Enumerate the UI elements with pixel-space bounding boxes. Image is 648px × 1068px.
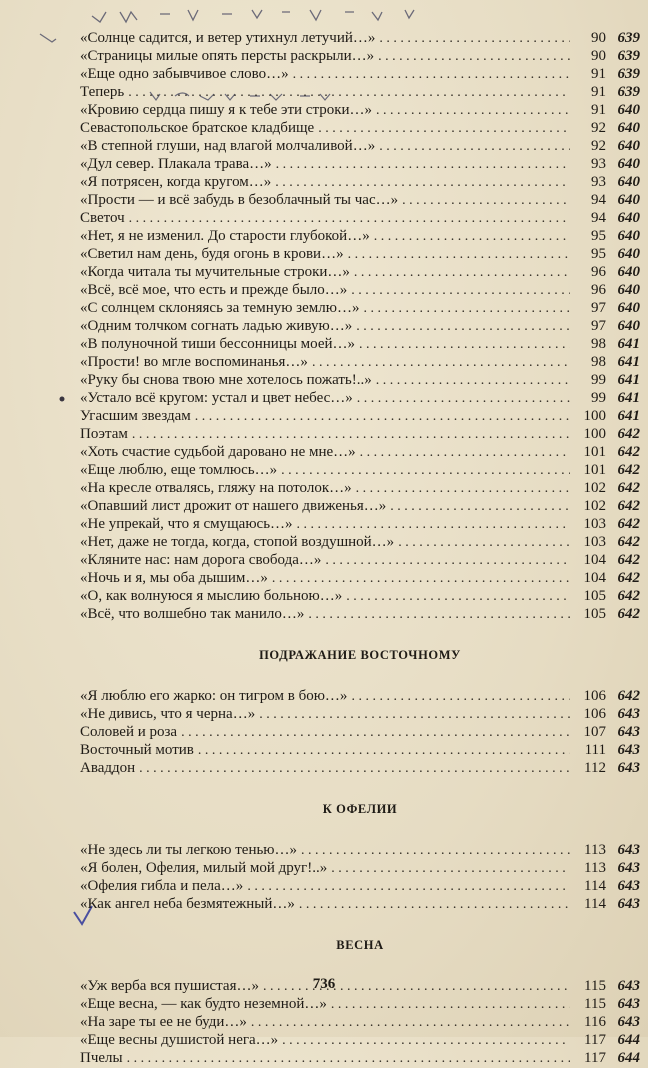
entry-title: «Я люблю его жарко: он тигром в бою…» [80,688,348,704]
entry-page-number: 98 [591,354,606,370]
entry-title: «Нет, я не изменил. До старости глубокой…» [80,228,370,244]
entry-note-page-number: 641 [617,390,640,406]
toc-entry [80,371,640,389]
entry-title: «Одним толчком согнать ладью живую…» [80,318,353,334]
entry-note-page-number: 644 [617,1032,640,1048]
entry-note-page-number: 639 [617,48,640,64]
entry-title: «Прости! во мгле воспоминанья…» [80,354,308,370]
entry-title: Пчелы [80,1050,123,1066]
entry-page-number: 113 [584,842,606,858]
toc-entry [80,759,640,777]
table-of-contents [80,29,640,1067]
dot-leader [351,688,570,706]
entry-title: «Опавший лист дрожит от нашего движенья…» [80,498,387,514]
entry-title: Угасшим звездам [80,408,191,424]
entry-title: «Солнце садится, и ветер утихнул летучий…» [80,30,376,46]
entry-page-number: 114 [584,878,606,894]
entry-page-number: 94 [591,210,606,226]
toc-entry [80,1049,640,1067]
entry-page-number: 117 [584,1050,606,1066]
toc-entry [80,191,640,209]
page-number: 736 [312,976,336,992]
entry-page-number: 94 [591,192,606,208]
entry-note-page-number: 640 [617,318,640,334]
entry-page-number: 95 [591,228,606,244]
toc-entry [80,263,640,281]
entry-note-page-number: 639 [617,84,640,100]
entry-note-page-number: 641 [617,372,640,388]
entry-note-page-number: 640 [617,210,640,226]
entry-title: «В полуночной тиши бессонницы моей…» [80,336,356,352]
entry-note-page-number: 643 [617,724,640,740]
entry-title: «Еще одно забывчивое слово…» [80,66,289,82]
entry-title: «На кресле отвалясь, гляжу на потолок…» [80,480,352,496]
toc-entry [80,605,640,623]
entry-note-page-number: 642 [617,480,640,496]
entry-note-page-number: 642 [617,570,640,586]
entry-page-number: 102 [583,498,606,514]
toc-entry [80,551,640,569]
entry-page-number: 93 [591,174,606,190]
toc-entry [80,533,640,551]
entry-note-page-number: 642 [617,552,640,568]
toc-entry [80,461,640,479]
toc-entry [80,841,640,859]
dot-leader [376,372,570,390]
entry-title: «Прости — и всё забудь в безоблачный ты час…» [80,192,399,208]
entry-page-number: 90 [591,48,606,64]
entry-title: Соловей и роза [80,724,178,740]
entry-title: «Уж верба вся пушистая…» [80,978,259,994]
entry-title: «С солнцем склоняясь за темную землю…» [80,300,360,316]
toc-entry [80,29,640,47]
entry-note-page-number: 644 [617,1050,640,1066]
dot-leader [374,228,570,246]
dot-leader [272,570,570,588]
entry-title: Светоч [80,210,125,226]
entry-page-number: 114 [584,896,606,912]
entry-note-page-number: 640 [617,192,640,208]
entry-page-number: 112 [584,760,606,776]
entry-title: «О, как волнуюся я мыслию больною…» [80,588,343,604]
toc-entry [80,353,640,371]
toc-entry [80,119,640,137]
entry-page-number: 106 [583,688,606,704]
entry-page-number: 98 [591,336,606,352]
entry-page-number: 100 [583,408,606,424]
entry-page-number: 102 [583,480,606,496]
entry-page-number: 97 [591,318,606,334]
entry-note-page-number: 641 [617,336,640,352]
toc-entry [80,741,640,759]
dot-leader [293,66,570,84]
entry-note-page-number: 640 [617,264,640,280]
entry-page-number: 100 [583,426,606,442]
entry-title: «Страницы милые опять персты раскрыли…» [80,48,375,64]
dot-leader [346,588,570,606]
entry-title: «На заре ты ее не буди…» [80,1014,247,1030]
dot-leader [282,1032,570,1050]
entry-title: «Не здесь ли ты легкою тенью…» [80,842,298,858]
entry-note-page-number: 643 [617,860,640,876]
entry-page-number: 95 [591,246,606,262]
toc-entry [80,425,640,443]
entry-title: Поэтам [80,426,128,442]
entry-title: «Еще весны душистой нега…» [80,1032,279,1048]
entry-page-number: 117 [584,1032,606,1048]
entry-note-page-number: 639 [617,30,640,46]
entry-title: «Ночь и я, мы оба дышим…» [80,570,268,586]
dot-leader [318,120,570,138]
toc-entry [80,389,640,407]
dot-leader [351,282,570,300]
entry-title: «Нет, даже не тогда, когда, стопой воздушной…» [80,534,395,550]
dot-leader [276,156,570,174]
entry-page-number: 97 [591,300,606,316]
toc-entry [80,245,640,263]
entry-title: «Дул север. Плакала трава…» [80,156,272,172]
dot-leader [378,48,570,66]
entry-note-page-number: 642 [617,462,640,478]
toc-entry [80,587,640,605]
toc-entry [80,299,640,317]
toc-entry [80,47,640,65]
entry-page-number: 115 [584,978,606,994]
entry-title: «Когда читала ты мучительные строки…» [80,264,350,280]
dot-leader [357,390,570,408]
entry-title: «Всё, что волшебно так манило…» [80,606,305,622]
entry-title: «Всё, всё мое, что есть и прежде было…» [80,282,348,298]
toc-entry [80,995,640,1013]
entry-title: «В степной глуши, над влагой молчаливой…» [80,138,376,154]
entry-note-page-number: 643 [617,996,640,1012]
dot-leader [398,534,570,552]
section-heading: К ОФЕЛИИ [322,802,398,816]
toc-entry [80,227,640,245]
dot-leader [360,444,570,462]
entry-note-page-number: 640 [617,246,640,262]
entry-note-page-number: 640 [617,138,640,154]
entry-page-number: 96 [591,282,606,298]
entry-note-page-number: 641 [617,408,640,424]
entry-note-page-number: 641 [617,354,640,370]
dot-leader [195,408,570,426]
dot-leader [301,842,570,860]
entry-title: Теперь [80,84,125,100]
toc-entry [80,859,640,877]
entry-page-number: 101 [583,444,606,460]
entry-title: «Еще люблю, еще томлюсь…» [80,462,278,478]
toc-entry [80,515,640,533]
dot-leader [356,480,570,498]
entry-note-page-number: 640 [617,282,640,298]
entry-title: Севастопольское братское кладбище [80,120,315,136]
entry-page-number: 92 [591,120,606,136]
dot-leader [297,516,570,534]
toc-entry [80,497,640,515]
dot-leader [348,246,570,264]
entry-page-number: 111 [584,742,606,758]
entry-note-page-number: 640 [617,120,640,136]
section-heading: ВЕСНА [336,938,384,952]
toc-entry [80,687,640,705]
entry-title: «Устало всё кругом: устал и цвет небес…» [80,390,353,406]
toc-entry [80,479,640,497]
entry-page-number: 105 [583,588,606,604]
entry-page-number: 115 [584,996,606,1012]
entry-title: «Не упрекай, что я смущаюсь…» [80,516,293,532]
entry-note-page-number: 642 [617,516,640,532]
entry-note-page-number: 643 [617,878,640,894]
dot-leader [259,706,570,724]
toc-entry [80,155,640,173]
dot-leader [402,192,570,210]
entry-note-page-number: 639 [617,66,640,82]
entry-note-page-number: 642 [617,534,640,550]
entry-title: «Как ангел неба безмятежный…» [80,896,295,912]
entry-title: «Руку бы снова твою мне хотелось пожать!..» [80,372,372,388]
entry-page-number: 107 [583,724,606,740]
entry-page-number: 96 [591,264,606,280]
section-heading: ПОДРАЖАНИЕ ВОСТОЧНОМУ [259,648,461,662]
entry-page-number: 91 [591,84,606,100]
entry-note-page-number: 642 [617,688,640,704]
dot-leader [132,426,570,444]
toc-entry [80,173,640,191]
dot-leader [181,724,570,742]
entry-note-page-number: 643 [617,842,640,858]
toc-entry [80,407,640,425]
entry-note-page-number: 642 [617,444,640,460]
entry-note-page-number: 642 [617,588,640,604]
entry-title: «Хоть счастие судьбой даровано не мне…» [80,444,356,460]
dot-leader [356,318,570,336]
dot-leader [127,1050,570,1068]
dot-leader [139,760,570,778]
entry-note-page-number: 640 [617,174,640,190]
dot-leader [390,498,570,516]
dot-leader [198,742,570,760]
entry-note-page-number: 643 [617,706,640,722]
entry-title: «Офелия гибла и пела…» [80,878,244,894]
entry-title: «Не дивись, что я черна…» [80,706,256,722]
toc-entry [80,723,640,741]
entry-note-page-number: 643 [617,1014,640,1030]
dot-leader [251,1014,570,1032]
dot-leader [331,860,570,878]
toc-entry [80,65,640,83]
dot-leader [275,174,570,192]
toc-entry [80,137,640,155]
entry-title: «Кровию сердца пишу я к тебе эти строки…» [80,102,373,118]
toc-entry [80,335,640,353]
entry-title: «Светил нам день, будя огонь в крови…» [80,246,344,262]
dot-leader [354,264,570,282]
entry-page-number: 104 [583,570,606,586]
toc-entry [80,705,640,723]
entry-note-page-number: 640 [617,228,640,244]
entry-note-page-number: 643 [617,742,640,758]
dot-leader [128,84,570,102]
dot-leader [247,878,570,896]
toc-entry [80,83,640,101]
entry-page-number: 93 [591,156,606,172]
entry-note-page-number: 642 [617,426,640,442]
entry-page-number: 116 [584,1014,606,1030]
entry-title: Аваддон [80,760,136,776]
entry-note-page-number: 642 [617,498,640,514]
entry-title: «Я потрясен, когда кругом…» [80,174,272,190]
entry-page-number: 103 [583,516,606,532]
dot-leader [325,552,570,570]
entry-note-page-number: 643 [617,978,640,994]
toc-entry [80,877,640,895]
entry-page-number: 106 [583,706,606,722]
toc-entry [80,281,640,299]
entry-page-number: 99 [591,390,606,406]
toc-entry [80,1031,640,1049]
dot-leader [308,606,570,624]
entry-page-number: 92 [591,138,606,154]
entry-page-number: 101 [583,462,606,478]
dot-leader [331,996,570,1014]
dot-leader [379,30,570,48]
entry-page-number: 99 [591,372,606,388]
entry-title: «Я болен, Офелия, милый мой друг!..» [80,860,328,876]
entry-note-page-number: 643 [617,760,640,776]
entry-page-number: 91 [591,66,606,82]
toc-entry [80,569,640,587]
toc-entry [80,317,640,335]
toc-entry [80,101,640,119]
toc-entry [80,1013,640,1031]
entry-note-page-number: 640 [617,300,640,316]
entry-page-number: 90 [591,30,606,46]
entry-page-number: 104 [583,552,606,568]
dot-leader [281,462,570,480]
dot-leader [376,102,570,120]
entry-title: «Еще весна, — как будто неземной…» [80,996,327,1012]
entry-note-page-number: 640 [617,102,640,118]
entry-page-number: 103 [583,534,606,550]
entry-page-number: 113 [584,860,606,876]
dot-leader [379,138,570,156]
dot-leader [359,336,570,354]
entry-title: «Кляните нас: нам дорога свобода…» [80,552,322,568]
dot-leader [129,210,570,228]
dot-leader [363,300,570,318]
entry-page-number: 105 [583,606,606,622]
entry-note-page-number: 642 [617,606,640,622]
toc-entry [80,443,640,461]
toc-entry [80,209,640,227]
entry-note-page-number: 640 [617,156,640,172]
entry-note-page-number: 643 [617,896,640,912]
entry-title: Восточный мотив [80,742,194,758]
entry-page-number: 91 [591,102,606,118]
dot-leader [299,896,570,914]
dot-leader [312,354,570,372]
toc-entry [80,895,640,913]
